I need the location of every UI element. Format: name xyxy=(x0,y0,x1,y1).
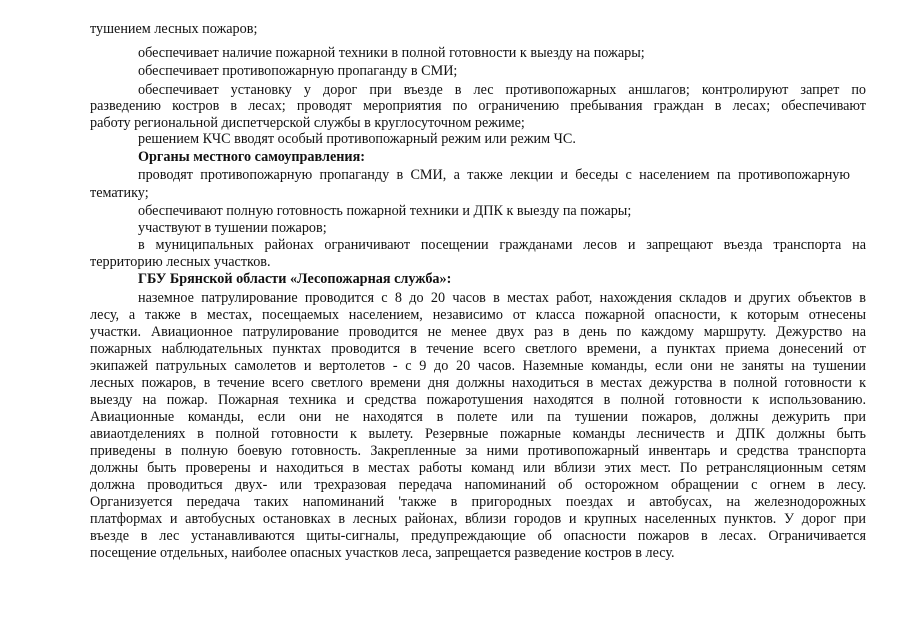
text-line: въезде в лес устанавливаются щиты-сигналы, предупреждающие об опасности пожаров в лесах. Ограничивается xyxy=(90,528,866,544)
text-line: пожарных наблюдательных пунктах проводится в течение всего светлого времени, а пунктах приема донесений от xyxy=(90,341,866,357)
text-line: решением КЧС вводят особый противопожарный режим или режим ЧС. xyxy=(138,131,576,147)
text-line: лесных пожаров, в течение всего светлого времени дня должны находиться в местах дежурства в полной готовности к xyxy=(90,375,866,391)
text-line: обеспечивает установку у дорог при въезде в лес противопожарных аншлагов; контролируют запрет по xyxy=(138,82,866,98)
text-line: проводят противопожарную пропаганду в СМИ, а также лекции и беседы с населением па противопожарную xyxy=(138,167,850,183)
text-line: обеспечивают полную готовность пожарной техники и ДПК к выезду па пожары; xyxy=(138,203,632,219)
text-line: обеспечивает противопожарную пропаганду в СМИ; xyxy=(138,63,458,79)
text-line: территорию лесных участков. xyxy=(90,254,271,270)
text-line: обеспечивает наличие пожарной техники в полной готовности к выезду на пожары; xyxy=(138,45,645,61)
text-line: посещение отдельных, наиболее опасных участков леса, запрещается разведение костров в лесу. xyxy=(90,545,675,561)
text-line: участки. Авиационное патрулирование проводится не менее двух раз в день по каждому маршруту. Дежурство на xyxy=(90,324,866,340)
text-line: экипажей патрульных самолетов и вертолетов - с 9 до 20 часов. Наземные команды, если они не заняты на тушении xyxy=(90,358,866,374)
text-line: приведены в полную боевую готовность. Закрепленные за ними противопожарный инвентарь и средства транспорта xyxy=(90,443,866,459)
text-line: работу региональной диспетчерской службы в круглосуточном режиме; xyxy=(90,115,525,131)
text-line: лесу, а также в местах, посещаемых населением, независимо от класса пожарной опасности, к которым отнесены xyxy=(90,307,866,323)
text-line: авиаотделениях в полной готовности к вылету. Резервные пожарные команды лесничеств и ДПК должны быть xyxy=(90,426,866,442)
text-line: должны быть проверены и находиться в местах работы команд или вблизи этих мест. По ретрансляционным сетям xyxy=(90,460,866,476)
text-line: Авиационные команды, если они не находятся в полете или па тушении пожаров, должны дежурить при xyxy=(90,409,866,425)
text-line: участвуют в тушении пожаров; xyxy=(138,220,327,236)
section-heading: Органы местного самоуправления: xyxy=(138,149,365,165)
text-line: должна проводиться двух- или трехразовая передача напоминаний об осторожном обращении с огнем в лесу. xyxy=(90,477,866,493)
text-line: тушением лесных пожаров; xyxy=(90,21,258,37)
text-line: платформах и автобусных остановках в лесных районах, вблизи городов и крупных населенных пунктов. У дорог при xyxy=(90,511,866,527)
text-line: наземное патрулирование проводится с 8 до 20 часов в местах работ, нахождения складов и других объектов в xyxy=(138,290,866,306)
text-line: тематику; xyxy=(90,185,149,201)
section-heading: ГБУ Брянской области «Лесопожарная служба»: xyxy=(138,271,452,287)
text-line: Организуется передача таких напоминаний 'также в пригородных поездах и автобусах, на железнодорожных xyxy=(90,494,866,510)
text-line: разведению костров в лесах; проводят мероприятия по ограничению пребывания граждан в лесах; обеспечивают xyxy=(90,98,866,114)
text-line: в муниципальных районах ограничивают посещении гражданами лесов и запрещают въезда транспорта на xyxy=(138,237,866,253)
text-line: выезду на пожар. Пожарная техника и средства пожаротушения находятся в полной готовности к использованию. xyxy=(90,392,866,408)
